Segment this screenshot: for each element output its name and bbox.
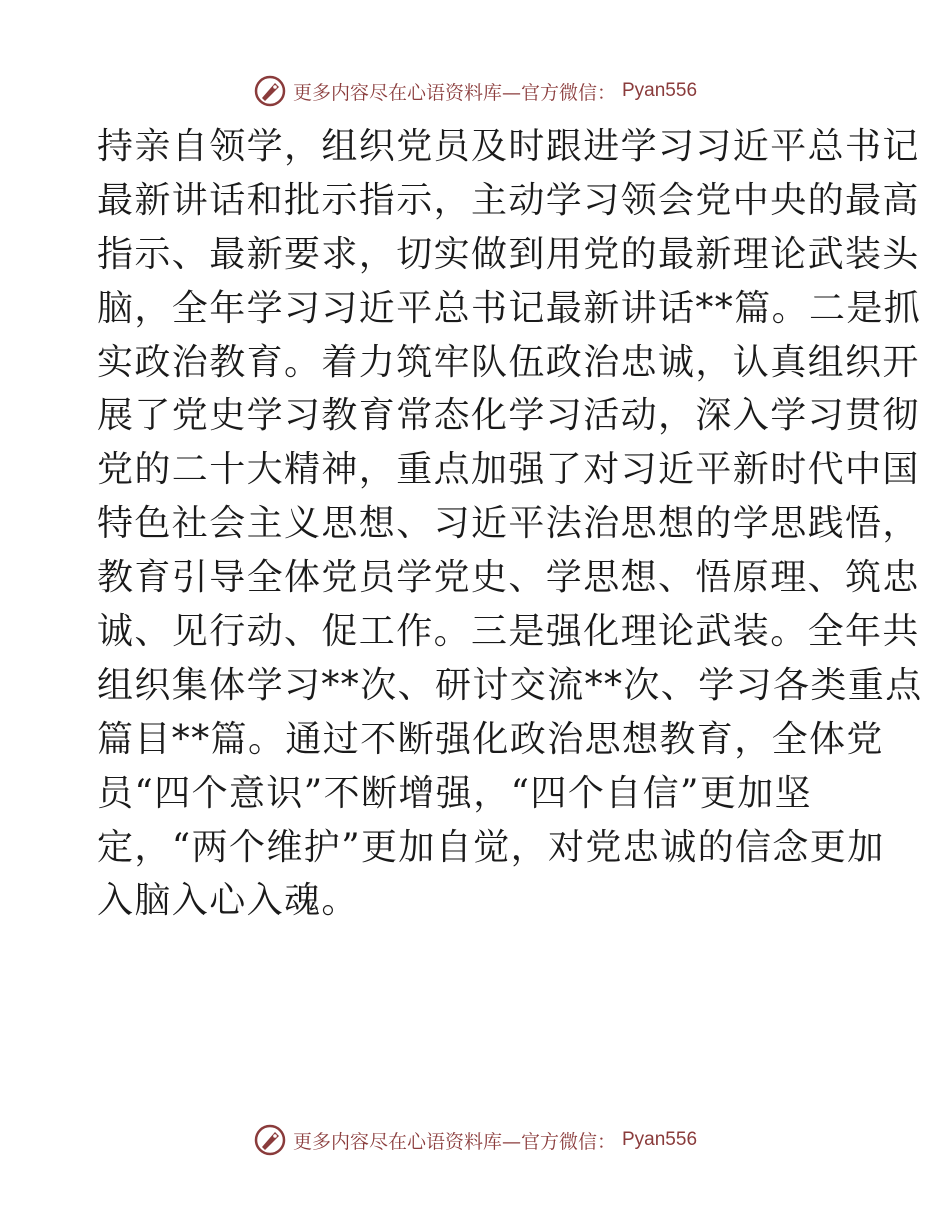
paragraph-line: 诚、见行动、促工作。三是强化理论武装。全年共 xyxy=(97,611,920,653)
watermark-text: 更多内容尽在心语资料库—官方微信： xyxy=(292,1130,616,1153)
paragraph-line: 实政治教育。着力筑牢队伍政治忠诚，认真组织开 xyxy=(97,341,920,383)
paragraph-line: 指示、最新要求，切实做到用党的最新理论武装头 xyxy=(97,233,920,275)
watermark-id: Pyan556 xyxy=(622,80,698,101)
paragraph-line: 组织集体学习**次、研讨交流**次、学习各类重点 xyxy=(97,664,923,706)
document-body xyxy=(97,120,923,928)
paragraph-line: 最新讲话和批示指示，主动学习领会党中央的最高 xyxy=(97,179,920,221)
paragraph-line: 员“四个意识”不断增强，“四个自信”更加坚 xyxy=(97,772,813,814)
paragraph-line: 入脑入心入魂。 xyxy=(97,880,359,922)
header-watermark xyxy=(0,71,950,111)
paragraph-line: 展了党史学习教育常态化学习活动，深入学习贯彻 xyxy=(97,395,920,437)
pen-nib-logo-icon xyxy=(253,1123,287,1157)
paragraph-line: 特色社会主义思想、习近平法治思想的学思践悟， xyxy=(97,503,920,545)
watermark-id: Pyan556 xyxy=(622,1129,698,1150)
footer-watermark xyxy=(0,1120,950,1160)
paragraph-line: 党的二十大精神，重点加强了对习近平新时代中国 xyxy=(97,449,920,491)
paragraph-line: 教育引导全体党员学党史、学思想、悟原理、筑忠 xyxy=(97,557,920,599)
paragraph-line: 定，“两个维护”更加自觉，对党忠诚的信念更加 xyxy=(97,826,885,868)
paragraph-line: 持亲自领学，组织党员及时跟进学习习近平总书记 xyxy=(97,126,920,167)
paragraph-line: 脑，全年学习习近平总书记最新讲话**篇。二是抓 xyxy=(97,287,922,329)
paragraph-line: 篇目**篇。通过不断强化政治思想教育，全体党 xyxy=(97,718,884,760)
pen-nib-logo-icon xyxy=(253,74,287,108)
watermark-text: 更多内容尽在心语资料库—官方微信： xyxy=(292,81,616,104)
